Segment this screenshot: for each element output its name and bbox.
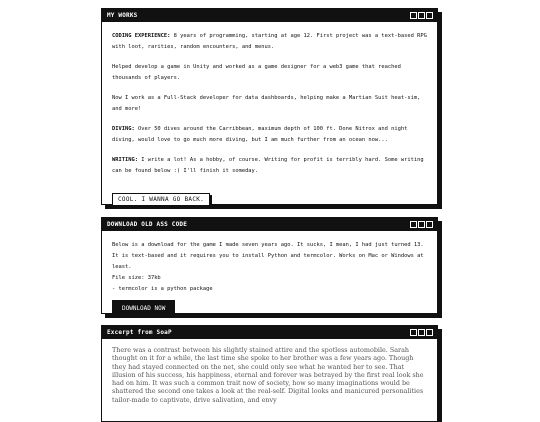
minimize-icon[interactable] <box>410 329 417 336</box>
window-titlebar <box>102 326 437 339</box>
window-titlebar <box>102 218 437 231</box>
writing-paragraph <box>112 155 427 177</box>
close-icon[interactable] <box>426 12 433 19</box>
maximize-icon[interactable] <box>418 12 425 19</box>
writing-heading: WRITING: <box>112 157 138 163</box>
download-button[interactable]: DOWNLOAD NOW <box>112 300 175 317</box>
diving-heading: DIVING: <box>112 126 135 132</box>
window-title: DOWNLOAD OLD ASS CODE <box>107 221 188 228</box>
fullstack-paragraph: Now I work as a Full-Stack developer for data dashboards, helping make a Martian Suit heat-sim, and more! <box>112 95 421 112</box>
excerpt-window <box>101 325 438 422</box>
window-body <box>102 22 437 214</box>
window-titlebar <box>102 9 437 22</box>
game-paragraph: Helped develop a game in Unity and worked as a game designer for a web3 game that reached thousands of players. <box>112 64 401 81</box>
close-icon[interactable] <box>426 329 433 336</box>
window-body <box>102 231 437 325</box>
window-title: Excerpt from SoaP <box>107 329 172 336</box>
window-controls <box>410 221 433 228</box>
writing-text: I write a lot! As a hobby, of course. Writing for profit is terribly hard. Some writing can be found below :) I'll finish it someday. <box>112 157 424 174</box>
window-title: MY WORKS <box>107 12 138 19</box>
excerpt-text: There was a contrast between his slightly stained attire and the spotless automobile. Sarah thought on it for a while, the last time she spoke to her brother was a few years ago. Though they had stayed connected on the net, she could only see what he wanted her to see. That illusion of his success, his happiness, eternal and forever was betrayed by the first real look she had on him. It was such a common trait now of society, how so many imaginations would be shattered the second one takes a look at the real-self. Digital looks and manicured personalities tailor-made to captivate, drive salivation, and envy <box>112 346 424 404</box>
window-controls <box>410 12 433 19</box>
minimize-icon[interactable] <box>410 12 417 19</box>
maximize-icon[interactable] <box>418 221 425 228</box>
close-icon[interactable] <box>426 221 433 228</box>
window-controls <box>410 329 433 336</box>
download-window <box>101 217 438 314</box>
coding-paragraph <box>112 31 427 53</box>
diving-text: Over 50 dives around the Carribbean, maximum depth of 100 ft. Done Nitrox and night diving, would love to go much more diving, but I am much further from an ocean now... <box>112 126 408 143</box>
diving-paragraph <box>112 124 427 146</box>
termcolor-note: - termcolor is a python package <box>112 286 213 292</box>
maximize-icon[interactable] <box>418 329 425 336</box>
minimize-icon[interactable] <box>410 221 417 228</box>
coding-heading: CODING EXPERIENCE: <box>112 33 171 39</box>
download-description: Below is a download for the game I made seven years ago. It sucks, I mean, I had just turned 13. It is text-based and it requires you to install Python and termcolor. Works on Mac or Windows at least. <box>112 242 424 270</box>
coding-text: 8 years of programming, starting at age 12. First project was a text-based RPG with loot, rarities, random encounters, and menus. <box>112 33 427 50</box>
my-works-window <box>101 8 438 205</box>
file-size: File size: 37kb <box>112 275 161 281</box>
go-back-button[interactable]: COOL. I WANNA GO BACK. <box>112 193 210 206</box>
window-body <box>102 339 437 412</box>
